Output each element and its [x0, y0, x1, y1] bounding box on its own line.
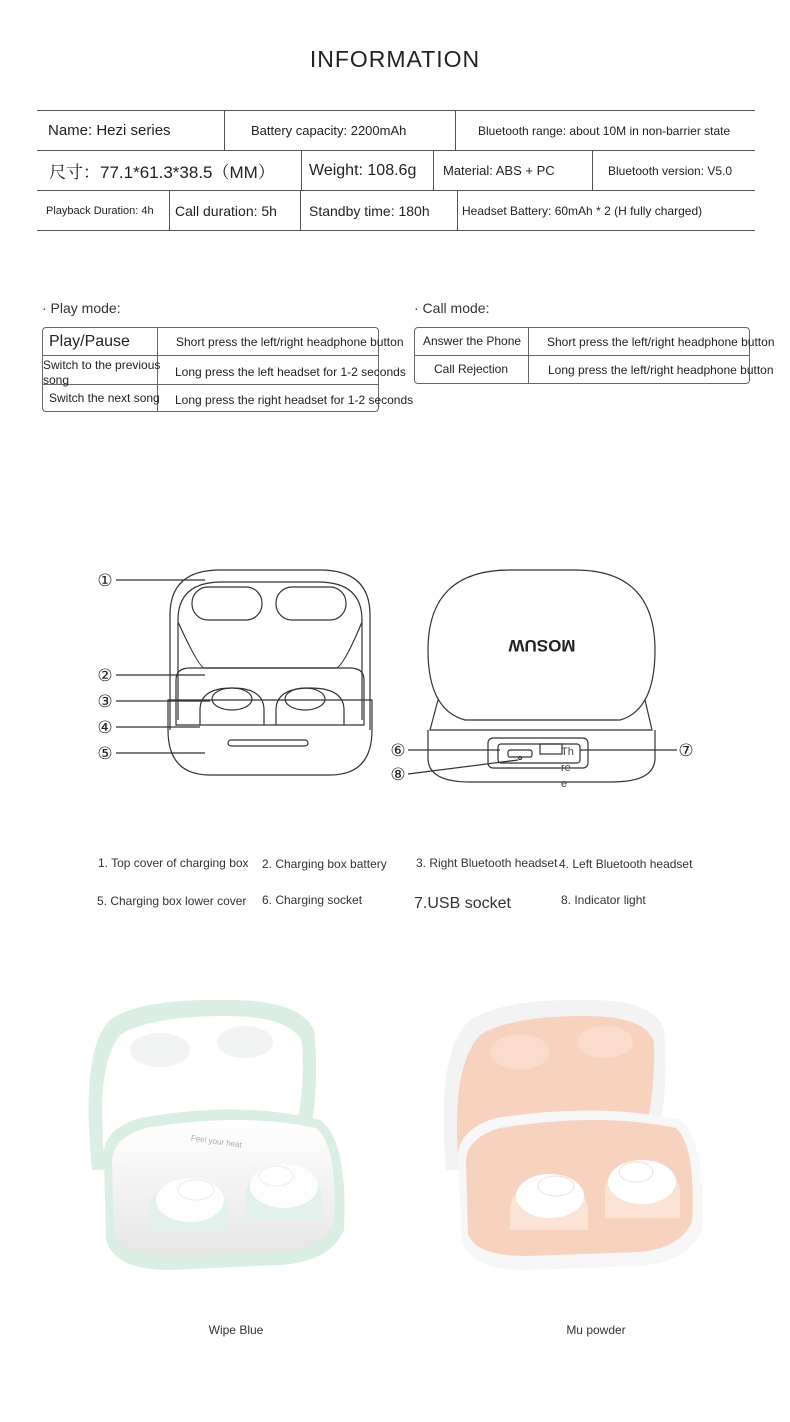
earbuds-diagram — [0, 560, 790, 890]
brand-logo: MOSUW — [508, 636, 576, 655]
spec-bluetooth-version: Bluetooth version: V5.0 — [608, 163, 733, 178]
legend-item: 4. Left Bluetooth headset — [559, 857, 693, 871]
spec-standby-time: Standby time: 180h — [309, 202, 430, 219]
play-mode-heading: · Play mode: — [42, 300, 121, 316]
callout-5: ⑤ — [97, 744, 113, 763]
call-mode-heading: · Call mode: — [414, 300, 490, 316]
legend-item: 8. Indicator light — [561, 893, 646, 907]
legend-item: 6. Charging socket — [262, 893, 363, 907]
spec-playback-duration: Playback Duration: 4h — [46, 204, 154, 217]
spec-name: Name: Hezi series — [48, 122, 171, 139]
spec-row — [37, 151, 755, 191]
callout-3: ③ — [97, 692, 113, 711]
table-row — [415, 328, 775, 356]
play-mode-action: Switch the next song — [49, 391, 160, 405]
spec-material: Material: ABS + PC — [443, 163, 555, 178]
spec-weight: Weight: 108.6g — [309, 161, 417, 179]
wipe-blue-case — [89, 1000, 345, 1270]
spec-battery-capacity: Battery capacity: 2200mAh — [251, 123, 407, 138]
call-mode-how: Short press the left/right headphone button — [547, 335, 775, 349]
spec-row — [37, 111, 755, 151]
play-mode-how: Short press the left/right headphone button — [176, 335, 404, 349]
play-mode-how: Long press the right headset for 1-2 seconds — [175, 393, 414, 407]
svg-text:e: e — [561, 778, 568, 790]
spec-call-duration: Call duration: 5h — [175, 202, 277, 219]
spec-row — [37, 191, 755, 231]
play-mode-table — [42, 327, 414, 412]
spec-table — [37, 110, 755, 231]
product-caption-pink: Mu powder — [566, 1323, 626, 1337]
call-mode-how: Long press the left/right headphone button — [548, 363, 774, 377]
callout-2: ② — [97, 666, 113, 685]
callout-1: ① — [97, 571, 113, 590]
table-row — [43, 328, 404, 356]
callout-6: ⑥ — [390, 741, 406, 760]
callout-4: ④ — [97, 718, 113, 737]
legend-item: 1. Top cover of charging box — [98, 856, 249, 870]
spec-size: 尺寸：77.1*61.3*38.5（MM） — [49, 163, 275, 182]
table-row — [43, 385, 414, 411]
call-mode-action: Call Rejection — [434, 362, 509, 376]
call-mode-table — [414, 327, 775, 384]
play-mode-how: Long press the left headset for 1-2 seconds — [175, 365, 406, 379]
port-label: Th — [561, 746, 574, 758]
play-mode-action: Play/Pause — [49, 333, 130, 350]
svg-text:re: re — [561, 762, 571, 774]
legend-item: 7.USB socket — [414, 895, 511, 912]
play-mode-action: Switch to the previous song — [43, 358, 161, 387]
legend-item: 5. Charging box lower cover — [97, 894, 247, 908]
spec-bluetooth-range: Bluetooth range: about 10M in non-barrier state — [478, 123, 731, 138]
call-mode-action: Answer the Phone — [423, 334, 522, 348]
callout-8: ⑧ — [390, 765, 406, 784]
product-photos — [0, 990, 790, 1310]
page-title: INFORMATION — [309, 46, 481, 72]
inner-print-text: Feel your heat — [190, 1133, 243, 1150]
table-row — [415, 356, 774, 383]
mu-powder-case — [444, 1000, 703, 1270]
product-caption-blue: Wipe Blue — [208, 1323, 264, 1337]
callout-7: ⑦ — [678, 741, 694, 760]
legend-item: 3. Right Bluetooth headset — [416, 856, 558, 870]
legend-item: 2. Charging box battery — [262, 857, 387, 871]
table-row — [43, 356, 406, 387]
spec-headset-battery: Headset Battery: 60mAh * 2 (H fully charged) — [462, 203, 703, 218]
